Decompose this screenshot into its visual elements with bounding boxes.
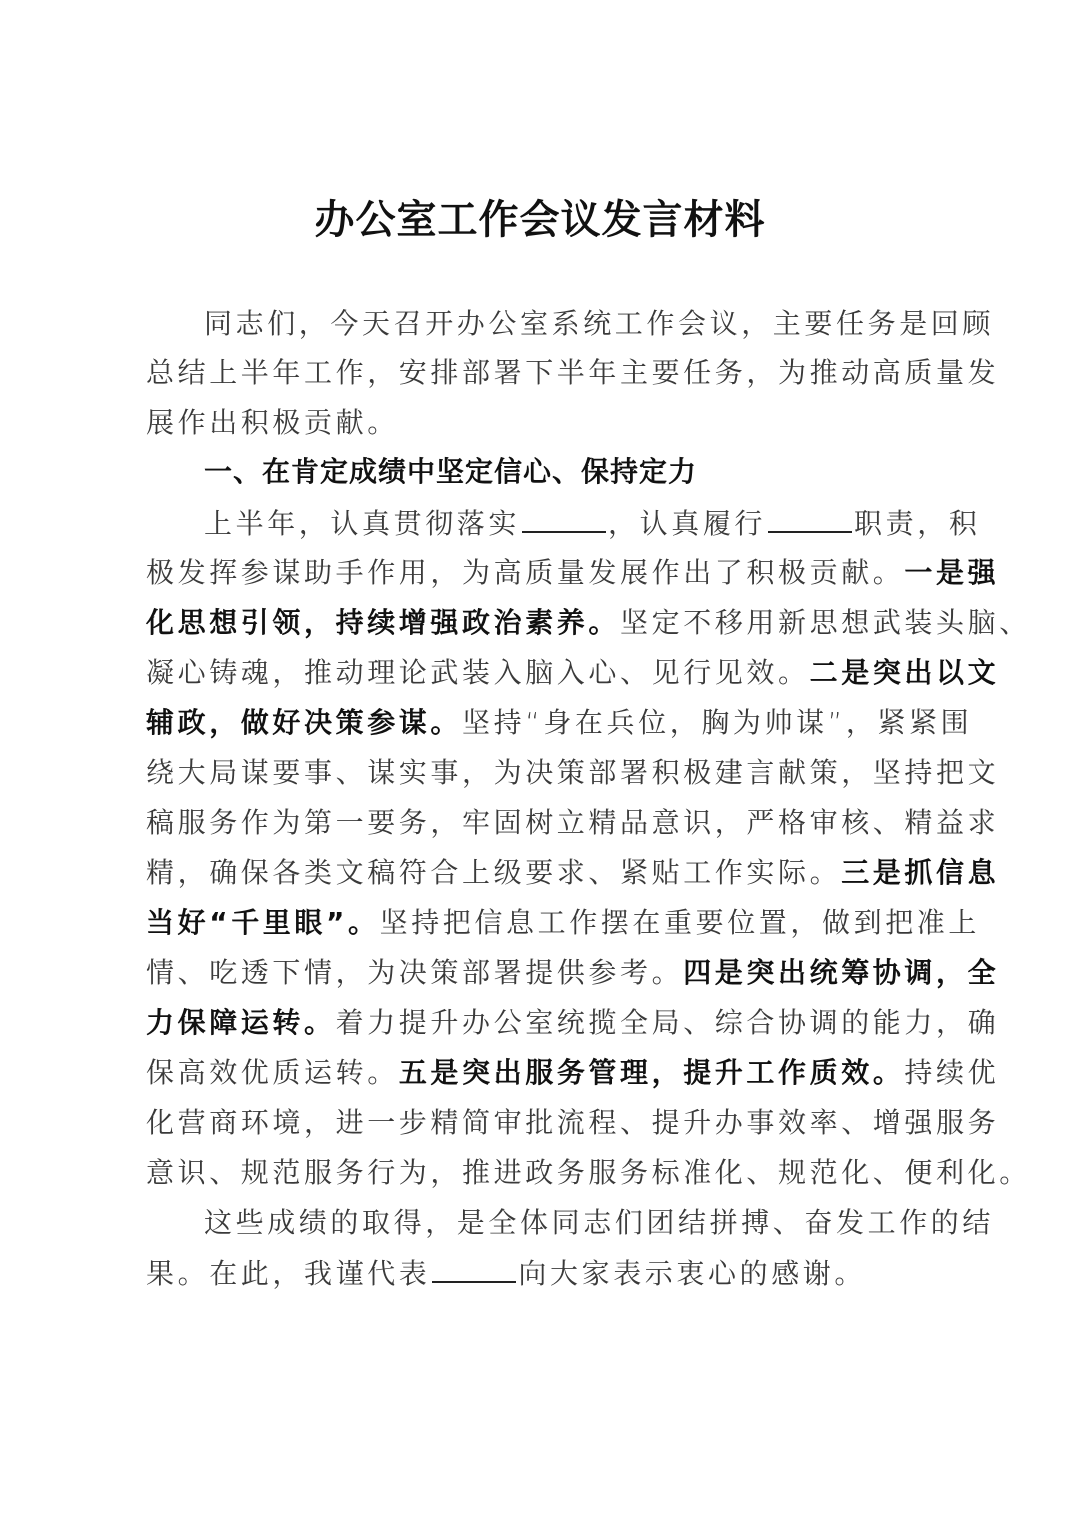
text-line (146, 1053, 1000, 1093)
text-segment: 职责，积 (854, 507, 981, 540)
text-line (146, 353, 1000, 393)
text-segment: 展作出积极贡献。 (146, 406, 399, 439)
fill-in-blank (432, 1253, 516, 1283)
text-line (146, 1253, 916, 1293)
text-segment: 果。在此，我谨代表 (146, 1257, 431, 1290)
text-line (146, 803, 1000, 843)
bold-phrase: 三是抓信息 (841, 856, 1000, 889)
text-line (146, 953, 1000, 993)
bold-phrase: 一是强 (904, 556, 1000, 589)
bold-phrase: 五是突出服务管理，提升工作质效。 (398, 1056, 905, 1089)
text-line (146, 403, 916, 443)
text-segment: 总结上半年工作，安排部署下半年主要任务，为推动高质量发 (146, 356, 1000, 389)
text-line (146, 553, 1000, 593)
bold-phrase: 辅政，做好决策参谋。 (146, 706, 463, 739)
text-segment: 一、在肯定成绩中坚定信心、保持定力 (204, 455, 698, 488)
text-segment: 化营商环境，进一步精简审批流程、提升办事效率、增强服务 (146, 1106, 1000, 1139)
text-line (146, 1103, 1000, 1143)
text-line (146, 603, 1031, 643)
text-line (146, 703, 973, 743)
bold-phrase: 四是突出统筹协调，全 (683, 956, 1000, 989)
bold-phrase: 当好“千里眼”。 (146, 906, 380, 939)
text-line (146, 753, 1000, 793)
section-heading (204, 452, 916, 492)
text-line (146, 1003, 1000, 1043)
text-segment: 这些成绩的取得，是全体同志们团结拼搏、奋发工作的结 (204, 1206, 995, 1239)
text-line (146, 1153, 1031, 1193)
text-line (146, 903, 981, 943)
text-segment: 凝心铸魂，推动理论武装入脑入心、见行见效。 (146, 656, 810, 689)
text-line (204, 304, 995, 344)
text-line (146, 653, 1000, 693)
bold-phrase: 力保障运转。 (146, 1006, 336, 1039)
text-segment: 坚持把信息工作摆在重要位置，做到把准上 (379, 906, 981, 939)
bold-phrase: 化思想引领，持续增强政治素养。 (146, 606, 621, 639)
text-segment: 意识、规范服务行为，推进政务服务标准化、规范化、便利化。 (146, 1156, 1031, 1189)
bold-phrase: 二是突出以文 (809, 656, 1000, 689)
text-segment: 向大家表示衷心的感谢。 (518, 1257, 867, 1290)
text-segment: ，认真履行 (608, 507, 767, 540)
text-segment: 上半年，认真贯彻落实 (204, 507, 521, 540)
text-segment: 坚持“身在兵位，胸为帅谋”，紧紧围 (462, 706, 973, 739)
text-segment: 稿服务作为第一要务，牢固树立精品意识，严格审核、精益求 (146, 806, 1000, 839)
text-line (204, 503, 981, 543)
text-segment: 坚定不移用新思想武装头脑、 (620, 606, 1031, 639)
text-segment: 着力提升办公室统揽全局、综合协调的能力，确 (335, 1006, 1000, 1039)
text-segment: 绕大局谋要事、谋实事，为决策部署积极建言献策，坚持把文 (146, 756, 1000, 789)
document-title: 办公室工作会议发言材料 (314, 196, 766, 243)
text-segment: 情、吃透下情，为决策部署提供参考。 (146, 956, 684, 989)
text-line (146, 853, 1000, 893)
text-segment: 保高效优质运转。 (146, 1056, 399, 1089)
text-segment: 精，确保各类文稿符合上级要求、紧贴工作实际。 (146, 856, 842, 889)
text-line (204, 1203, 995, 1243)
text-segment: 同志们，今天召开办公室系统工作会议，主要任务是回顾 (204, 307, 995, 340)
fill-in-blank (768, 503, 852, 533)
text-segment: 持续优 (904, 1056, 1000, 1089)
fill-in-blank (522, 503, 606, 533)
text-segment: 极发挥参谋助手作用，为高质量发展作出了积极贡献。 (146, 556, 905, 589)
